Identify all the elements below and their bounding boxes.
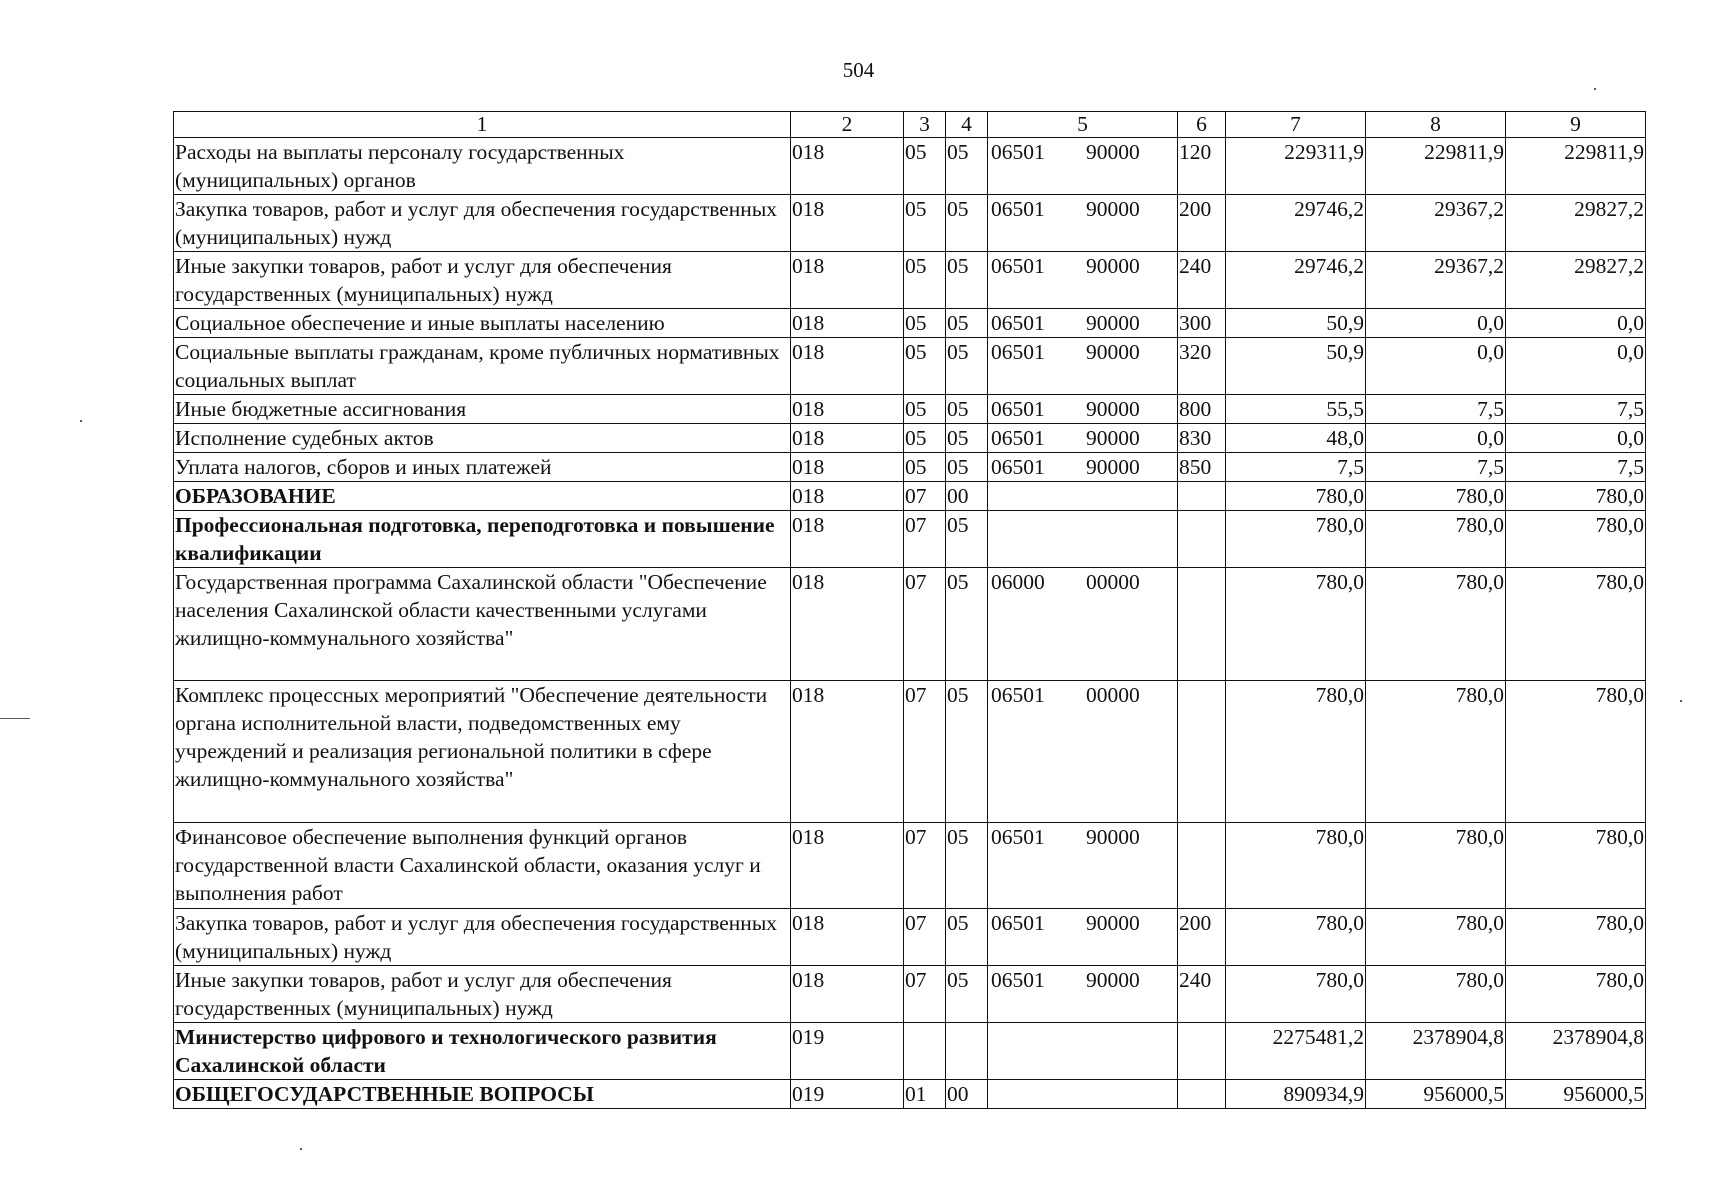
amount-col7-cell: 780,0 [1226, 681, 1366, 823]
amount-col7-cell: 780,0 [1226, 823, 1366, 909]
amount-col7-cell: 50,9 [1226, 338, 1366, 395]
direction-code: 90000 [1086, 426, 1140, 450]
expense-type-cell: 830 [1178, 424, 1226, 453]
row-name-cell: Расходы на выплаты персоналу государственных (муниципальных) органов [174, 138, 791, 195]
subsection-code-cell: 05 [946, 309, 988, 338]
expense-type-cell: 300 [1178, 309, 1226, 338]
amount-col7-cell: 780,0 [1226, 482, 1366, 511]
target-article-cell [988, 424, 1178, 453]
amount-col7-cell: 55,5 [1226, 395, 1366, 424]
amount-col7-cell: 780,0 [1226, 909, 1366, 966]
table-row [174, 195, 1646, 252]
subsection-code-cell: 05 [946, 395, 988, 424]
amount-col8-cell: 0,0 [1366, 338, 1506, 395]
target-article-cell [988, 252, 1178, 309]
amount-col8-cell: 780,0 [1366, 482, 1506, 511]
program-code: 06000 [991, 570, 1045, 594]
amount-col8-cell: 780,0 [1366, 568, 1506, 681]
scan-speck [1680, 700, 1682, 702]
table-row [174, 395, 1646, 424]
expense-type-cell [1178, 482, 1226, 511]
section-code-cell: 05 [904, 195, 946, 252]
target-article-cell [988, 138, 1178, 195]
target-article-cell [988, 681, 1178, 823]
row-name-cell: ОБЩЕГОСУДАРСТВЕННЫЕ ВОПРОСЫ [174, 1080, 791, 1109]
table-row [174, 252, 1646, 309]
header-cell: 1 [174, 112, 791, 138]
subsection-code-cell [946, 1023, 988, 1080]
table-row [174, 511, 1646, 568]
amount-col7-cell: 780,0 [1226, 568, 1366, 681]
scan-speck [80, 420, 82, 422]
scan-speck [1594, 88, 1596, 90]
amount-col8-cell: 29367,2 [1366, 195, 1506, 252]
table-row [174, 568, 1646, 681]
section-code-cell: 07 [904, 568, 946, 681]
ministry-code-cell: 018 [791, 909, 904, 966]
header-cell: 6 [1178, 112, 1226, 138]
target-article-cell [988, 568, 1178, 681]
target-article-cell [988, 309, 1178, 338]
amount-col8-cell: 7,5 [1366, 395, 1506, 424]
program-code: 06501 [991, 140, 1045, 164]
header-cell: 5 [988, 112, 1178, 138]
amount-col8-cell: 780,0 [1366, 966, 1506, 1023]
section-code-cell: 07 [904, 823, 946, 909]
row-name-cell: Социальные выплаты гражданам, кроме публичных нормативных социальных выплат [174, 338, 791, 395]
ministry-code-cell: 018 [791, 195, 904, 252]
table-row [174, 482, 1646, 511]
expense-type-cell: 200 [1178, 195, 1226, 252]
amount-col9-cell: 7,5 [1506, 395, 1646, 424]
subsection-code-cell: 05 [946, 511, 988, 568]
header-cell: 3 [904, 112, 946, 138]
table-row [174, 966, 1646, 1023]
amount-col7-cell: 7,5 [1226, 453, 1366, 482]
section-code-cell: 05 [904, 309, 946, 338]
row-name-cell: Исполнение судебных актов [174, 424, 791, 453]
program-code: 06501 [991, 455, 1045, 479]
expense-type-cell [1178, 1023, 1226, 1080]
target-article-cell [988, 823, 1178, 909]
header-row [174, 112, 1646, 138]
direction-code: 90000 [1086, 455, 1140, 479]
direction-code: 90000 [1086, 968, 1140, 992]
subsection-code-cell: 00 [946, 482, 988, 511]
table-row [174, 138, 1646, 195]
table-row [174, 424, 1646, 453]
subsection-code-cell: 05 [946, 252, 988, 309]
expense-type-cell: 200 [1178, 909, 1226, 966]
section-code-cell: 07 [904, 482, 946, 511]
amount-col7-cell: 48,0 [1226, 424, 1366, 453]
program-code: 06501 [991, 254, 1045, 278]
expense-type-cell: 320 [1178, 338, 1226, 395]
table-body [174, 138, 1646, 1109]
direction-code: 90000 [1086, 197, 1140, 221]
subsection-code-cell: 05 [946, 568, 988, 681]
amount-col8-cell: 229811,9 [1366, 138, 1506, 195]
amount-col9-cell: 229811,9 [1506, 138, 1646, 195]
amount-col7-cell: 2275481,2 [1226, 1023, 1366, 1080]
amount-col8-cell: 0,0 [1366, 309, 1506, 338]
ministry-code-cell: 018 [791, 252, 904, 309]
table-row [174, 1023, 1646, 1080]
expense-type-cell [1178, 681, 1226, 823]
amount-col9-cell: 956000,5 [1506, 1080, 1646, 1109]
row-name-cell: Иные бюджетные ассигнования [174, 395, 791, 424]
ministry-code-cell: 018 [791, 309, 904, 338]
amount-col9-cell: 780,0 [1506, 568, 1646, 681]
amount-col9-cell: 780,0 [1506, 823, 1646, 909]
amount-col8-cell: 780,0 [1366, 681, 1506, 823]
program-code: 06501 [991, 197, 1045, 221]
amount-col7-cell: 780,0 [1226, 511, 1366, 568]
amount-col9-cell: 0,0 [1506, 309, 1646, 338]
section-code-cell: 05 [904, 453, 946, 482]
subsection-code-cell: 05 [946, 138, 988, 195]
direction-code: 90000 [1086, 825, 1140, 849]
program-code: 06501 [991, 911, 1045, 935]
section-code-cell: 05 [904, 395, 946, 424]
section-code-cell: 01 [904, 1080, 946, 1109]
subsection-code-cell: 05 [946, 966, 988, 1023]
amount-col9-cell: 780,0 [1506, 681, 1646, 823]
table-row [174, 681, 1646, 823]
table-row [174, 909, 1646, 966]
scan-speck [300, 1148, 302, 1150]
target-article-cell [988, 453, 1178, 482]
page-number: 504 [842, 58, 875, 82]
row-name-cell: ОБРАЗОВАНИЕ [174, 482, 791, 511]
amount-col8-cell: 780,0 [1366, 909, 1506, 966]
amount-col8-cell: 7,5 [1366, 453, 1506, 482]
ministry-code-cell: 018 [791, 681, 904, 823]
scan-speck [0, 718, 30, 719]
subsection-code-cell: 05 [946, 909, 988, 966]
target-article-cell [988, 338, 1178, 395]
ministry-code-cell: 019 [791, 1023, 904, 1080]
header-cell: 9 [1506, 112, 1646, 138]
table-row [174, 309, 1646, 338]
table-row [174, 453, 1646, 482]
expense-type-cell [1178, 568, 1226, 681]
target-article-cell [988, 1080, 1178, 1109]
subsection-code-cell: 00 [946, 1080, 988, 1109]
amount-col9-cell: 780,0 [1506, 482, 1646, 511]
ministry-code-cell: 018 [791, 395, 904, 424]
program-code: 06501 [991, 683, 1045, 707]
target-article-cell [988, 909, 1178, 966]
ministry-code-cell: 018 [791, 453, 904, 482]
program-code: 06501 [991, 311, 1045, 335]
expense-type-cell [1178, 511, 1226, 568]
expense-type-cell [1178, 1080, 1226, 1109]
expense-type-cell: 850 [1178, 453, 1226, 482]
amount-col9-cell: 780,0 [1506, 511, 1646, 568]
row-name-cell: Социальное обеспечение и иные выплаты населению [174, 309, 791, 338]
amount-col7-cell: 29746,2 [1226, 195, 1366, 252]
subsection-code-cell: 05 [946, 424, 988, 453]
ministry-code-cell: 019 [791, 1080, 904, 1109]
table-row [174, 823, 1646, 909]
ministry-code-cell: 018 [791, 424, 904, 453]
expense-type-cell: 800 [1178, 395, 1226, 424]
section-code-cell: 05 [904, 338, 946, 395]
program-code: 06501 [991, 968, 1045, 992]
target-article-cell [988, 511, 1178, 568]
subsection-code-cell: 05 [946, 681, 988, 823]
direction-code: 00000 [1086, 683, 1140, 707]
row-name-cell: Финансовое обеспечение выполнения функций органов государственной власти Сахалинской области, оказания услуг и выполнения работ [174, 823, 791, 909]
subsection-code-cell: 05 [946, 195, 988, 252]
row-name-cell: Государственная программа Сахалинской области "Обеспечение населения Сахалинской области качественными услугами жилищно-коммунального хозяйства" [174, 568, 791, 681]
amount-col7-cell: 890934,9 [1226, 1080, 1366, 1109]
header-cell: 7 [1226, 112, 1366, 138]
budget-table [173, 111, 1646, 1109]
amount-col7-cell: 29746,2 [1226, 252, 1366, 309]
row-name-cell: Иные закупки товаров, работ и услуг для обеспечения государственных (муниципальных) нужд [174, 966, 791, 1023]
section-code-cell [904, 1023, 946, 1080]
amount-col7-cell: 50,9 [1226, 309, 1366, 338]
section-code-cell: 05 [904, 252, 946, 309]
expense-type-cell: 240 [1178, 966, 1226, 1023]
section-code-cell: 05 [904, 138, 946, 195]
header-cell: 8 [1366, 112, 1506, 138]
direction-code: 90000 [1086, 140, 1140, 164]
amount-col7-cell: 780,0 [1226, 966, 1366, 1023]
direction-code: 90000 [1086, 340, 1140, 364]
direction-code: 90000 [1086, 911, 1140, 935]
section-code-cell: 07 [904, 909, 946, 966]
amount-col9-cell: 780,0 [1506, 966, 1646, 1023]
expense-type-cell [1178, 823, 1226, 909]
section-code-cell: 07 [904, 966, 946, 1023]
amount-col7-cell: 229311,9 [1226, 138, 1366, 195]
amount-col9-cell: 7,5 [1506, 453, 1646, 482]
row-name-cell: Министерство цифрового и технологического развития Сахалинской области [174, 1023, 791, 1080]
direction-code: 90000 [1086, 397, 1140, 421]
ministry-code-cell: 018 [791, 138, 904, 195]
amount-col9-cell: 0,0 [1506, 338, 1646, 395]
expense-type-cell: 120 [1178, 138, 1226, 195]
amount-col8-cell: 780,0 [1366, 823, 1506, 909]
row-name-cell: Закупка товаров, работ и услуг для обеспечения государственных (муниципальных) нужд [174, 195, 791, 252]
table-row [174, 1080, 1646, 1109]
ministry-code-cell: 018 [791, 966, 904, 1023]
amount-col9-cell: 0,0 [1506, 424, 1646, 453]
program-code: 06501 [991, 397, 1045, 421]
ministry-code-cell: 018 [791, 823, 904, 909]
target-article-cell [988, 1023, 1178, 1080]
amount-col8-cell: 956000,5 [1366, 1080, 1506, 1109]
expense-type-cell: 240 [1178, 252, 1226, 309]
ministry-code-cell: 018 [791, 338, 904, 395]
header-cell: 2 [791, 112, 904, 138]
direction-code: 00000 [1086, 570, 1140, 594]
program-code: 06501 [991, 426, 1045, 450]
amount-col9-cell: 2378904,8 [1506, 1023, 1646, 1080]
section-code-cell: 07 [904, 511, 946, 568]
table-row [174, 338, 1646, 395]
amount-col8-cell: 29367,2 [1366, 252, 1506, 309]
target-article-cell [988, 395, 1178, 424]
row-name-cell: Закупка товаров, работ и услуг для обеспечения государственных (муниципальных) нужд [174, 909, 791, 966]
target-article-cell [988, 966, 1178, 1023]
target-article-cell [988, 195, 1178, 252]
row-name-cell: Уплата налогов, сборов и иных платежей [174, 453, 791, 482]
program-code: 06501 [991, 340, 1045, 364]
subsection-code-cell: 05 [946, 823, 988, 909]
amount-col9-cell: 29827,2 [1506, 195, 1646, 252]
row-name-cell: Профессиональная подготовка, переподготовка и повышение квалификации [174, 511, 791, 568]
direction-code: 90000 [1086, 311, 1140, 335]
ministry-code-cell: 018 [791, 511, 904, 568]
amount-col8-cell: 780,0 [1366, 511, 1506, 568]
amount-col9-cell: 29827,2 [1506, 252, 1646, 309]
row-name-cell: Комплекс процессных мероприятий "Обеспечение деятельности органа исполнительной власти, подведомственных ему учреждений и реализация региональной политики в сфере жилищно-коммунального хозяйства" [174, 681, 791, 823]
amount-col8-cell: 0,0 [1366, 424, 1506, 453]
subsection-code-cell: 05 [946, 338, 988, 395]
target-article-cell [988, 482, 1178, 511]
program-code: 06501 [991, 825, 1045, 849]
ministry-code-cell: 018 [791, 482, 904, 511]
amount-col8-cell: 2378904,8 [1366, 1023, 1506, 1080]
section-code-cell: 07 [904, 681, 946, 823]
subsection-code-cell: 05 [946, 453, 988, 482]
header-cell: 4 [946, 112, 988, 138]
row-name-cell: Иные закупки товаров, работ и услуг для обеспечения государственных (муниципальных) нужд [174, 252, 791, 309]
section-code-cell: 05 [904, 424, 946, 453]
amount-col9-cell: 780,0 [1506, 909, 1646, 966]
ministry-code-cell: 018 [791, 568, 904, 681]
direction-code: 90000 [1086, 254, 1140, 278]
